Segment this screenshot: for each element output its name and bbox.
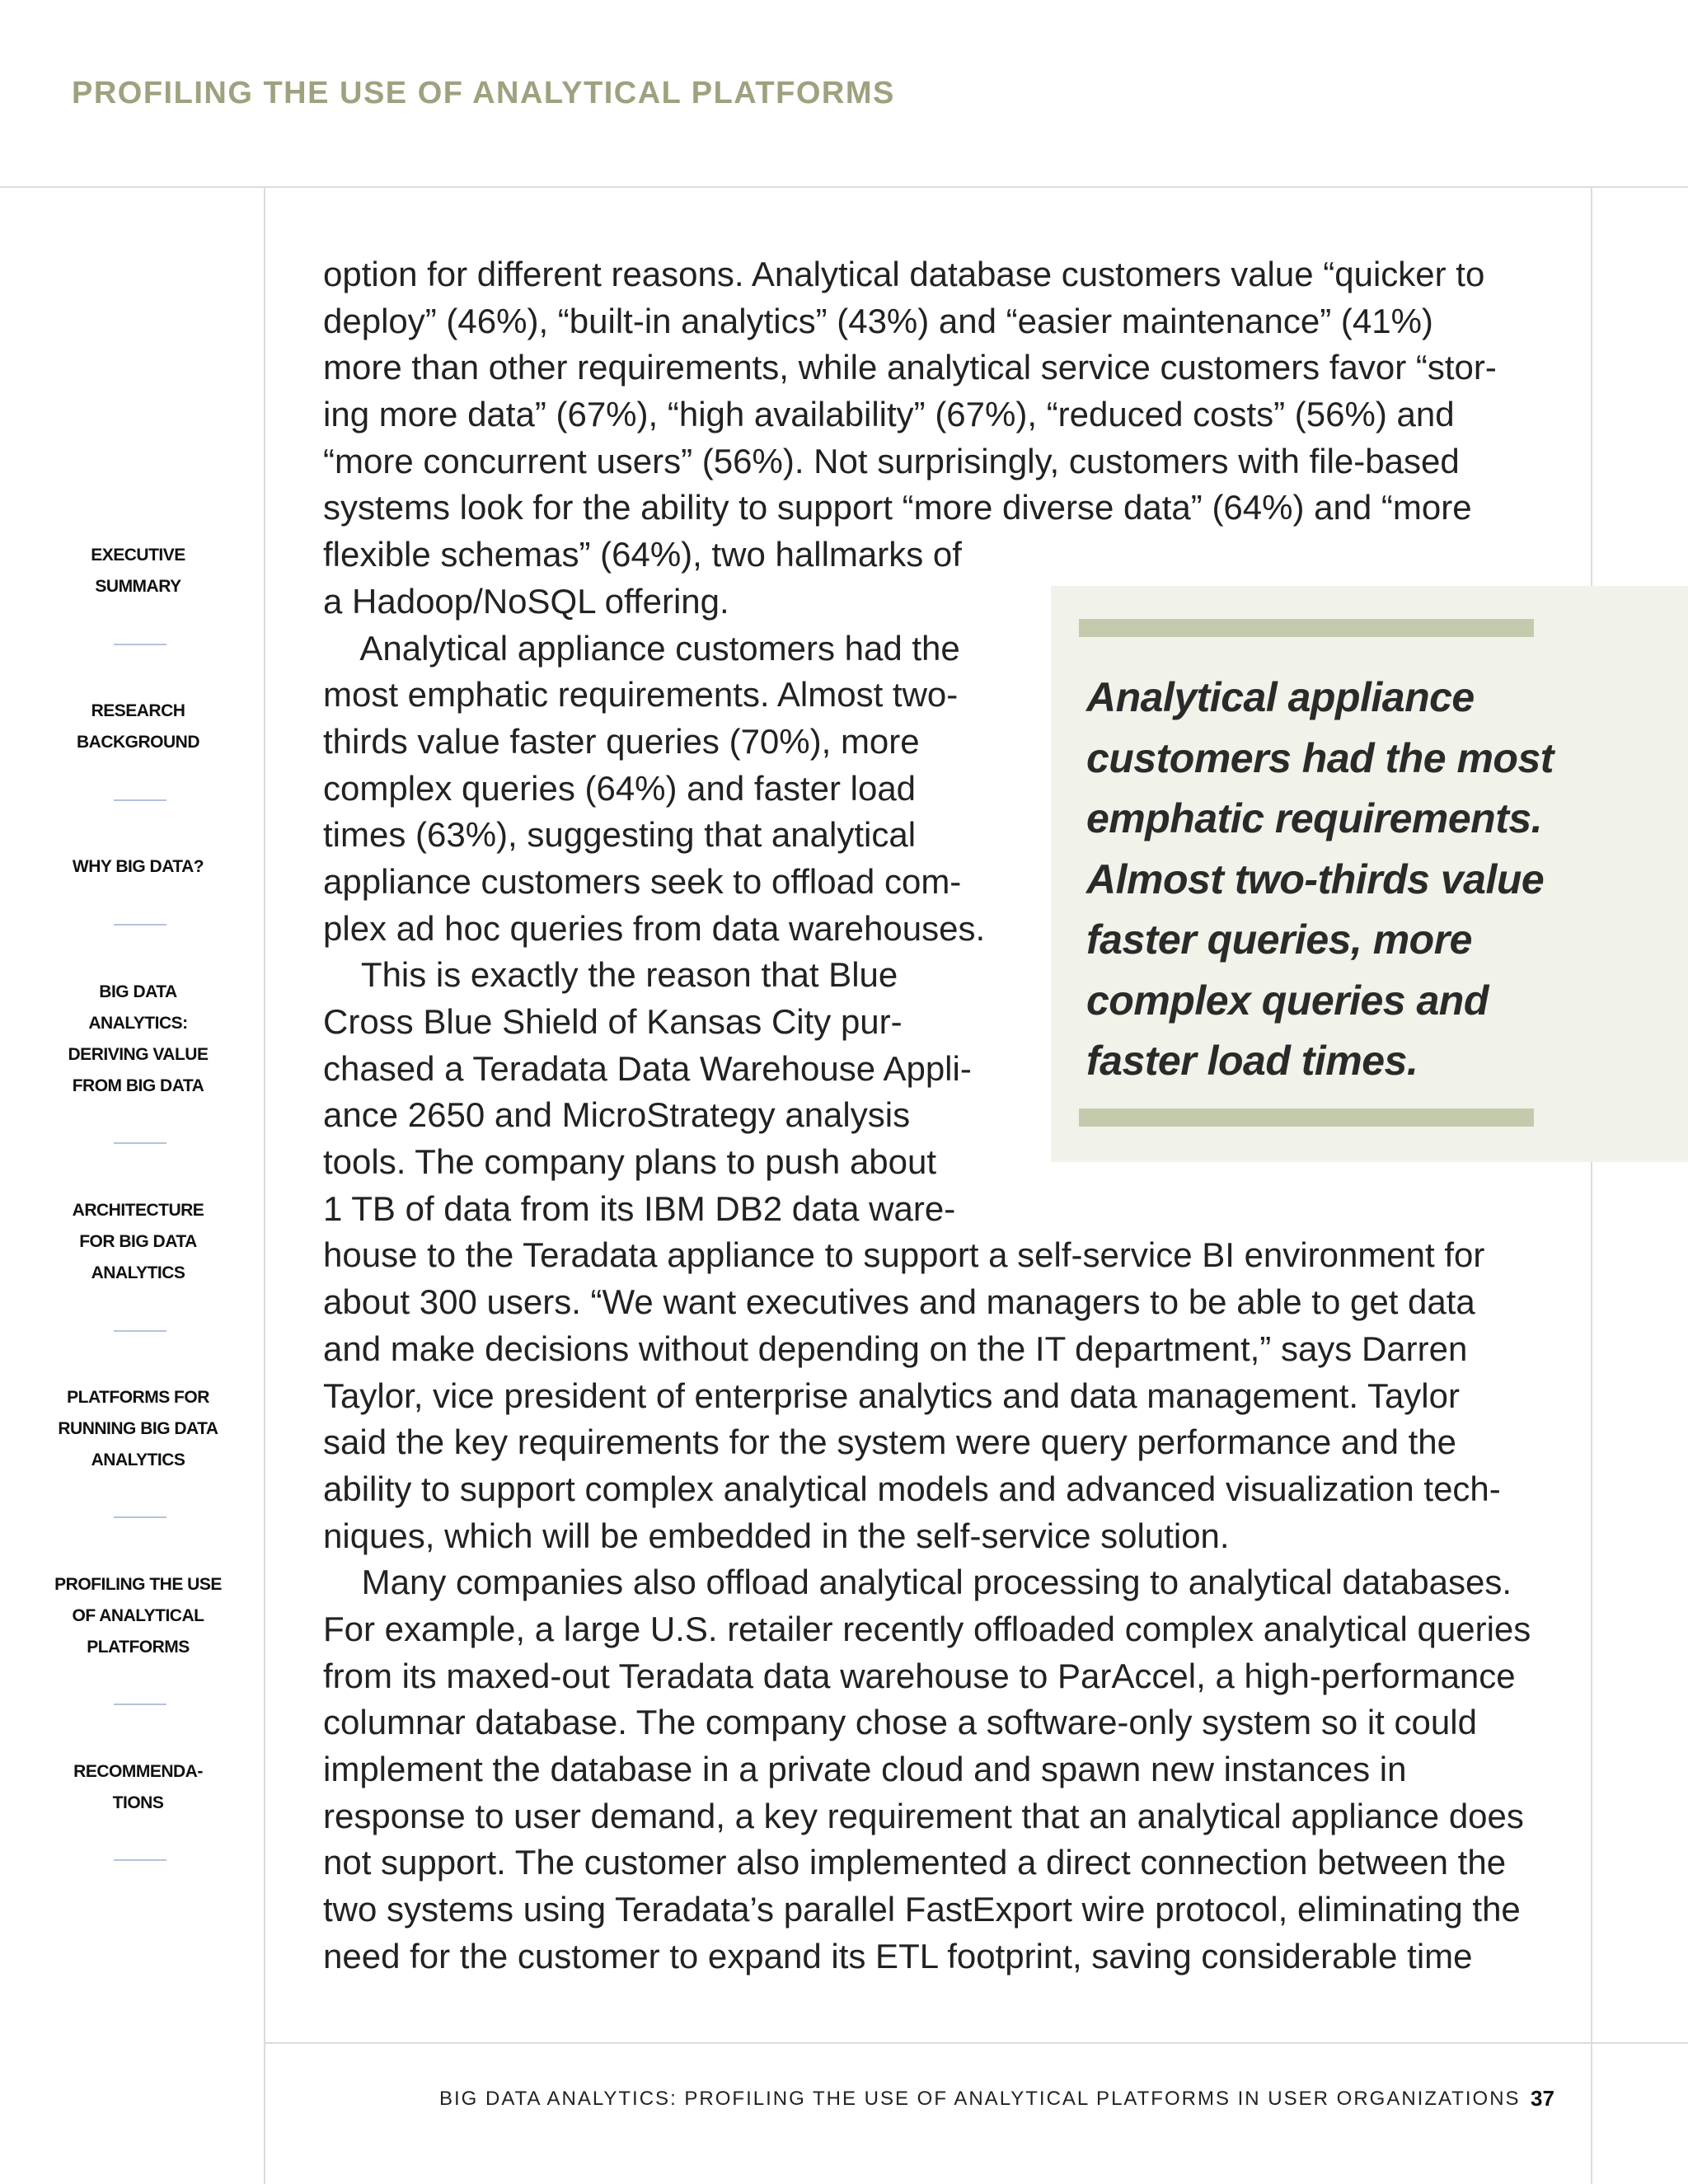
body-line: plex ad hoc queries from data warehouses.	[323, 908, 986, 948]
body-line: Taylor, vice president of enterprise analytics and data management. Taylor	[323, 1376, 1460, 1415]
body-line: response to user demand, a key requirement that an analytical appliance does	[323, 1796, 1524, 1835]
nav-item-label: FROM BIG DATA	[72, 1076, 204, 1095]
nav-item-label: ANALYTICS:	[88, 1014, 188, 1033]
pull-quote-line: customers had the most	[1086, 734, 1554, 781]
body-line: Analytical appliance customers had the	[323, 628, 960, 668]
pull-quote-line: Analytical appliance	[1086, 674, 1475, 720]
nav-item-big-data-analytics[interactable]	[33, 977, 243, 1102]
nav-item-label: RECOMMENDA-	[73, 1762, 203, 1781]
right-margin-divider	[1591, 187, 1592, 2184]
nav-item-label: PLATFORMS FOR	[67, 1388, 209, 1407]
nav-separator	[114, 1704, 166, 1705]
body-line: For example, a large U.S. retailer recently offloaded complex analytical queries	[323, 1609, 1531, 1648]
pull-quote-line: emphatic requirements.	[1086, 795, 1543, 841]
nav-item-executive-summary[interactable]	[33, 540, 243, 602]
footer-divider	[265, 2042, 1688, 2044]
body-line: Cross Blue Shield of Kansas City pur-	[323, 1002, 903, 1041]
header-divider	[0, 186, 1688, 188]
nav-item-label: PROFILING THE USE	[54, 1575, 222, 1594]
body-line: systems look for the ability to support “more diverse data” (64%) and “more	[323, 488, 1472, 527]
pull-quote-line: complex queries and	[1086, 977, 1489, 1024]
body-line: appliance customers seek to offload com-	[323, 861, 962, 901]
body-line: two systems using Teradata’s parallel FastExport wire protocol, eliminating the	[323, 1890, 1521, 1929]
nav-item-label: TIONS	[112, 1793, 164, 1812]
body-line: ing more data” (67%), “high availability” (67%), “reduced costs” (56%) and	[323, 395, 1455, 434]
body-line: complex queries (64%) and faster load	[323, 768, 917, 808]
body-line: deploy” (46%), “built-in analytics” (43%) and “easier maintenance” (41%)	[323, 301, 1433, 340]
nav-item-label: DERIVING VALUE	[68, 1045, 209, 1064]
page-number: 37	[1531, 2086, 1554, 2111]
footer-title: BIG DATA ANALYTICS: PROFILING THE USE OF ANALYTICAL PLATFORMS IN USER ORGANIZATIONS	[439, 2088, 1521, 2110]
body-line: columnar database. The company chose a software-only system so it could	[323, 1703, 1477, 1742]
body-line: niques, which will be embedded in the self-service solution.	[323, 1516, 1230, 1555]
body-line: ance 2650 and MicroStrategy analysis	[323, 1095, 911, 1135]
nav-item-label: ANALYTICS	[91, 1451, 185, 1469]
nav-separator	[114, 1516, 166, 1518]
page-header-title: PROFILING THE USE OF ANALYTICAL PLATFORMS	[72, 76, 895, 110]
nav-separator	[114, 1859, 166, 1861]
nav-item-label: OF ANALYTICAL	[72, 1606, 204, 1625]
nav-item-label: ARCHITECTURE	[72, 1201, 204, 1220]
nav-item-label: WHY BIG DATA?	[72, 857, 204, 876]
body-line: 1 TB of data from its IBM DB2 data ware-	[323, 1188, 956, 1228]
nav-item-label: SUMMARY	[95, 577, 181, 596]
nav-item-architecture[interactable]	[33, 1195, 243, 1289]
nav-item-label: BIG DATA	[99, 982, 177, 1001]
nav-item-profiling[interactable]	[33, 1569, 243, 1663]
body-line: flexible schemas” (64%), two hallmarks of	[323, 535, 962, 574]
body-text	[323, 251, 1559, 1980]
nav-separator	[114, 924, 166, 926]
body-line: need for the customer to expand its ETL footprint, saving considerable time	[323, 1936, 1473, 1975]
body-line: Many companies also offload analytical processing to analytical databases.	[323, 1563, 1512, 1602]
body-line: most emphatic requirements. Almost two-	[323, 675, 959, 715]
sidebar-divider	[264, 187, 265, 2184]
nav-item-why-big-data[interactable]	[33, 851, 243, 883]
nav-separator	[114, 1142, 166, 1144]
body-line: about 300 users. “We want executives and managers to be able to get data	[323, 1282, 1475, 1322]
body-line: tools. The company plans to push about	[323, 1142, 937, 1182]
nav-item-label: EXECUTIVE	[91, 546, 185, 565]
pull-quote-line: faster load times.	[1086, 1038, 1418, 1084]
nav-separator	[114, 1330, 166, 1332]
body-line: not support. The customer also implemented a direct connection between the	[323, 1843, 1507, 1882]
body-line: option for different reasons. Analytical database customers value “quicker to	[323, 255, 1485, 293]
body-line: a Hadoop/NoSQL offering.	[323, 581, 729, 621]
body-line: implement the database in a private cloud and spawn new instances in	[323, 1750, 1407, 1788]
nav-item-recommendations[interactable]	[33, 1756, 243, 1819]
nav-item-label: BACKGROUND	[77, 733, 199, 752]
body-line: chased a Teradata Data Warehouse Appli-	[323, 1048, 972, 1088]
body-line: This is exactly the reason that Blue	[323, 955, 898, 995]
nav-separator	[114, 799, 166, 801]
pull-quote-line: Almost two-thirds value	[1086, 855, 1545, 902]
body-line: thirds value faster queries (70%), more	[323, 721, 920, 761]
body-line: “more concurrent users” (56%). Not surprisingly, customers with file-based	[323, 441, 1460, 480]
body-line: more than other requirements, while analytical service customers favor “stor-	[323, 348, 1497, 387]
body-line: from its maxed-out Teradata data warehouse to ParAccel, a high-performance	[323, 1656, 1516, 1695]
nav-item-label: FOR BIG DATA	[79, 1232, 197, 1251]
nav-item-label: PLATFORMS	[87, 1638, 190, 1657]
pull-quote-line: faster queries, more	[1086, 916, 1472, 963]
body-line: times (63%), suggesting that analytical	[323, 815, 917, 855]
body-line: said the key requirements for the system were query performance and the	[323, 1422, 1457, 1462]
body-line: house to the Teradata appliance to support a self-service BI environment for	[323, 1235, 1485, 1275]
body-line: ability to support complex analytical models and advanced visualization tech-	[323, 1469, 1501, 1508]
nav-item-label: RUNNING BIG DATA	[58, 1419, 218, 1438]
nav-item-label: ANALYTICS	[91, 1263, 185, 1282]
nav-item-label: RESEARCH	[91, 701, 185, 720]
nav-item-research-background[interactable]	[33, 696, 243, 758]
nav-item-platforms[interactable]	[33, 1382, 243, 1476]
body-line: and make decisions without depending on the IT department,” says Darren	[323, 1329, 1468, 1368]
nav-separator	[114, 644, 166, 645]
